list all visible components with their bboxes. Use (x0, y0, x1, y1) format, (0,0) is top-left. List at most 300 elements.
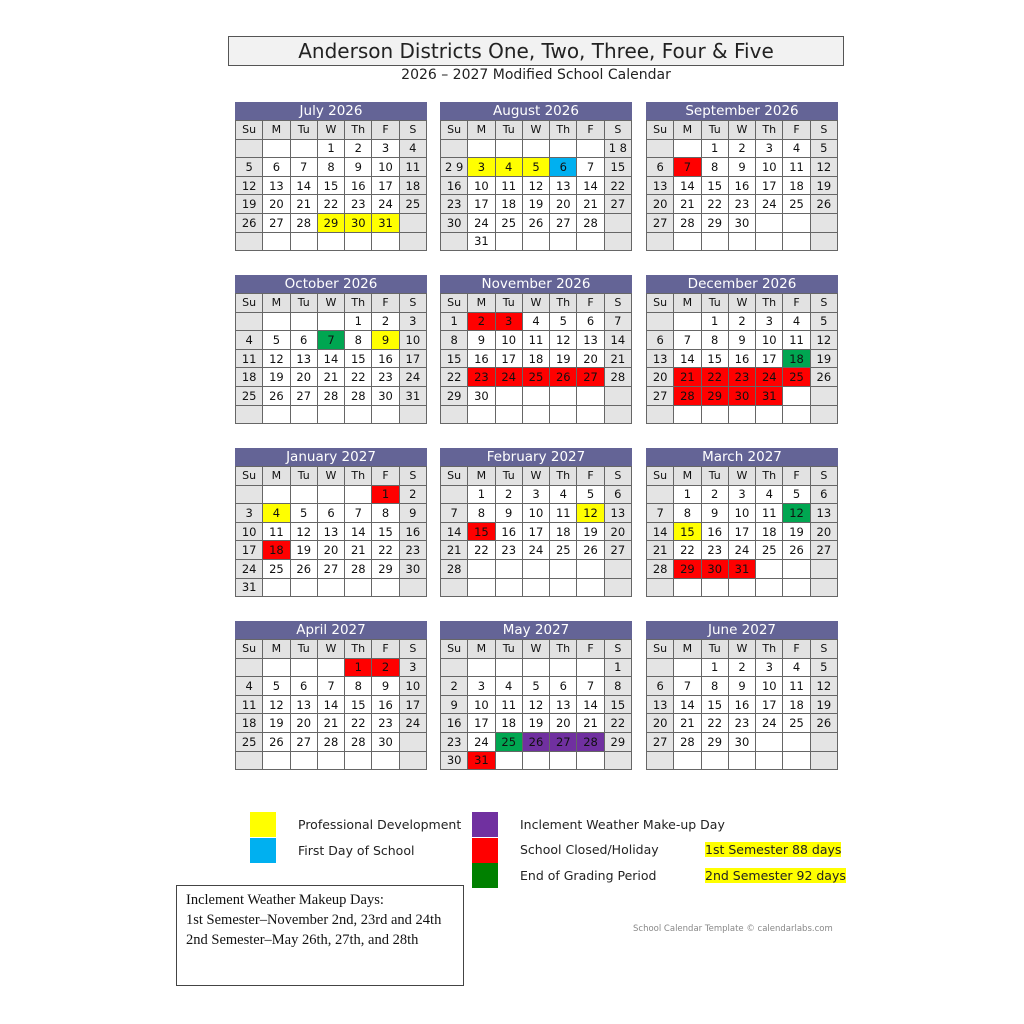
day-cell (550, 139, 577, 158)
day-cell: 9 (372, 331, 399, 350)
day-cell: 28 (674, 386, 701, 405)
weekday-header: S (399, 640, 426, 659)
day-cell (783, 559, 810, 578)
day-cell: 17 (468, 195, 495, 214)
weekday-header: F (372, 294, 399, 313)
day-cell: 14 (604, 331, 631, 350)
day-cell: 23 (345, 195, 372, 214)
weekday-header: F (577, 294, 604, 313)
legend-label-professional-development: Professional Development (298, 817, 462, 832)
day-cell (810, 732, 837, 751)
day-cell: 1 (441, 312, 468, 331)
weekday-header: Tu (495, 640, 522, 659)
day-cell (372, 751, 399, 770)
day-cell: 22 (317, 195, 344, 214)
day-cell: 4 (756, 485, 783, 504)
day-cell: 24 (399, 714, 426, 733)
day-cell: 30 (441, 213, 468, 232)
day-cell (495, 405, 522, 424)
page-title: Anderson Districts One, Two, Three, Four & Five (228, 36, 844, 66)
day-cell: 6 (604, 485, 631, 504)
day-cell: 28 (674, 213, 701, 232)
day-cell: 12 (290, 522, 317, 541)
day-cell (647, 232, 674, 251)
day-cell (674, 658, 701, 677)
day-cell: 4 (399, 139, 426, 158)
day-cell (441, 658, 468, 677)
month-calendar (235, 621, 427, 770)
day-cell (522, 559, 549, 578)
day-cell: 18 (783, 349, 810, 368)
day-cell: 2 (372, 658, 399, 677)
weekday-header: S (399, 467, 426, 486)
month-title: December 2026 (646, 275, 838, 293)
day-cell (810, 232, 837, 251)
day-cell: 8 (701, 677, 728, 696)
day-cell (674, 312, 701, 331)
day-cell: 8 (345, 677, 372, 696)
day-cell: 11 (236, 349, 263, 368)
weekday-header: M (263, 467, 290, 486)
day-cell (399, 232, 426, 251)
day-cell: 31 (468, 751, 495, 770)
day-cell: 28 (577, 732, 604, 751)
day-cell: 16 (399, 522, 426, 541)
day-cell: 7 (317, 677, 344, 696)
day-cell: 3 (236, 504, 263, 523)
day-cell: 21 (647, 541, 674, 560)
day-cell: 29 (701, 386, 728, 405)
day-cell: 13 (810, 504, 837, 523)
day-cell: 5 (810, 139, 837, 158)
weekday-header: F (783, 294, 810, 313)
day-cell (647, 139, 674, 158)
day-cell: 9 (399, 504, 426, 523)
day-cell: 15 (604, 158, 631, 177)
weekday-header: Tu (495, 294, 522, 313)
note-semester-2: 2nd Semester–May 26th, 27th, and 28th (186, 932, 419, 948)
day-cell (290, 312, 317, 331)
day-cell: 17 (728, 522, 755, 541)
day-cell (345, 485, 372, 504)
day-cell: 24 (236, 559, 263, 578)
day-cell (647, 312, 674, 331)
day-cell: 25 (236, 386, 263, 405)
day-cell (399, 732, 426, 751)
day-cell (756, 232, 783, 251)
day-cell (236, 405, 263, 424)
month-calendar (440, 448, 632, 597)
weekday-header: S (604, 640, 631, 659)
day-cell: 28 (647, 559, 674, 578)
day-cell: 26 (263, 732, 290, 751)
day-cell: 8 (372, 504, 399, 523)
day-cell: 29 (441, 386, 468, 405)
day-cell: 17 (756, 176, 783, 195)
month-calendar (235, 275, 427, 424)
day-cell: 12 (263, 695, 290, 714)
weekday-header: W (317, 121, 344, 140)
day-cell: 29 (372, 559, 399, 578)
day-cell: 24 (399, 368, 426, 387)
note-heading: Inclement Weather Makeup Days: (186, 892, 384, 908)
day-cell: 30 (345, 213, 372, 232)
weekday-header: W (522, 294, 549, 313)
weekday-header: Tu (290, 294, 317, 313)
day-cell: 21 (577, 195, 604, 214)
day-cell: 22 (372, 541, 399, 560)
day-cell: 10 (236, 522, 263, 541)
legend-swatch-professional-development (250, 812, 276, 837)
day-cell: 6 (647, 158, 674, 177)
day-cell: 16 (441, 714, 468, 733)
day-cell: 18 (236, 368, 263, 387)
semester-2-days: 2nd Semester 92 days (705, 868, 846, 883)
day-cell: 26 (810, 368, 837, 387)
day-cell (317, 751, 344, 770)
day-cell: 28 (345, 559, 372, 578)
month-calendar (646, 621, 838, 770)
day-cell: 30 (728, 386, 755, 405)
legend-swatch-school-closed (472, 838, 498, 863)
day-cell (647, 485, 674, 504)
day-cell: 13 (647, 349, 674, 368)
day-cell: 24 (468, 732, 495, 751)
day-cell (550, 578, 577, 597)
day-cell: 22 (701, 368, 728, 387)
day-cell: 18 (783, 695, 810, 714)
day-cell (604, 578, 631, 597)
day-cell: 22 (604, 176, 631, 195)
day-cell: 23 (701, 541, 728, 560)
day-cell: 16 (495, 522, 522, 541)
day-cell (290, 751, 317, 770)
day-cell: 7 (674, 158, 701, 177)
day-cell: 14 (441, 522, 468, 541)
weekday-header: M (674, 467, 701, 486)
day-cell: 18 (756, 522, 783, 541)
day-cell: 20 (810, 522, 837, 541)
day-cell (604, 405, 631, 424)
day-cell: 6 (263, 158, 290, 177)
day-cell (577, 386, 604, 405)
day-cell: 12 (522, 176, 549, 195)
day-cell: 8 (441, 331, 468, 350)
day-cell: 30 (468, 386, 495, 405)
day-cell: 10 (756, 677, 783, 696)
day-cell: 1 (345, 658, 372, 677)
day-cell: 31 (756, 386, 783, 405)
day-cell (783, 732, 810, 751)
day-cell: 30 (701, 559, 728, 578)
day-cell: 1 (701, 312, 728, 331)
day-cell (604, 232, 631, 251)
day-cell: 25 (495, 213, 522, 232)
note-semester-1: 1st Semester–November 2nd, 23rd and 24th (186, 912, 442, 928)
day-cell (468, 405, 495, 424)
month-title: September 2026 (646, 102, 838, 120)
day-cell: 27 (577, 368, 604, 387)
day-cell (441, 405, 468, 424)
day-cell: 16 (701, 522, 728, 541)
day-cell (468, 559, 495, 578)
day-cell: 1 (317, 139, 344, 158)
day-cell (290, 139, 317, 158)
day-cell: 22 (701, 195, 728, 214)
day-cell: 9 (728, 158, 755, 177)
day-cell (577, 139, 604, 158)
day-cell: 20 (647, 714, 674, 733)
day-cell: 11 (263, 522, 290, 541)
day-cell: 16 (345, 176, 372, 195)
legend-label-first-day: First Day of School (298, 843, 415, 858)
day-cell: 3 (468, 677, 495, 696)
day-cell: 25 (236, 732, 263, 751)
day-cell (550, 386, 577, 405)
day-cell: 18 (263, 541, 290, 560)
day-cell (604, 213, 631, 232)
day-cell: 9 (495, 504, 522, 523)
day-cell: 15 (441, 349, 468, 368)
day-cell: 19 (577, 522, 604, 541)
day-cell: 13 (647, 695, 674, 714)
day-cell (522, 405, 549, 424)
day-cell (577, 232, 604, 251)
day-cell (468, 139, 495, 158)
weekday-header: F (372, 121, 399, 140)
day-cell (522, 658, 549, 677)
day-cell: 31 (372, 213, 399, 232)
weekday-header: M (674, 640, 701, 659)
weekday-header: Th (550, 640, 577, 659)
day-cell (236, 232, 263, 251)
day-cell: 11 (783, 331, 810, 350)
template-credit: School Calendar Template © calendarlabs.com (633, 924, 833, 934)
day-cell: 1 8 (604, 139, 631, 158)
day-cell: 23 (372, 714, 399, 733)
day-cell: 24 (522, 541, 549, 560)
day-cell: 3 (728, 485, 755, 504)
day-cell: 20 (317, 541, 344, 560)
day-cell: 26 (290, 559, 317, 578)
weekday-header: W (317, 467, 344, 486)
weekday-header: Tu (701, 640, 728, 659)
day-cell: 25 (399, 195, 426, 214)
day-cell: 3 (756, 658, 783, 677)
day-cell: 28 (345, 732, 372, 751)
day-cell: 13 (604, 504, 631, 523)
day-cell: 13 (550, 176, 577, 195)
weekday-header: W (728, 294, 755, 313)
day-cell (577, 405, 604, 424)
day-cell (495, 232, 522, 251)
day-cell: 7 (317, 331, 344, 350)
day-cell (701, 232, 728, 251)
weekday-header: M (674, 294, 701, 313)
day-cell (647, 578, 674, 597)
day-cell: 2 (728, 658, 755, 677)
day-cell (495, 386, 522, 405)
weekday-header: Th (756, 640, 783, 659)
day-cell: 8 (701, 331, 728, 350)
day-cell: 5 (290, 504, 317, 523)
day-cell: 19 (550, 349, 577, 368)
day-cell: 15 (372, 522, 399, 541)
day-cell: 27 (290, 386, 317, 405)
day-cell: 14 (674, 176, 701, 195)
day-cell: 7 (577, 158, 604, 177)
weekday-header: Tu (290, 467, 317, 486)
weekday-header: F (783, 467, 810, 486)
day-cell: 16 (728, 695, 755, 714)
weekday-header: M (468, 640, 495, 659)
weekday-header: W (522, 467, 549, 486)
day-cell (647, 751, 674, 770)
day-cell: 18 (522, 349, 549, 368)
day-cell: 28 (674, 732, 701, 751)
day-cell (674, 578, 701, 597)
day-cell: 26 (236, 213, 263, 232)
day-cell: 5 (522, 677, 549, 696)
page-subtitle: 2026 – 2027 Modified School Calendar (401, 67, 671, 83)
weekday-header: Su (647, 294, 674, 313)
day-cell: 28 (441, 559, 468, 578)
day-cell (810, 386, 837, 405)
day-cell: 25 (550, 541, 577, 560)
day-cell (495, 559, 522, 578)
day-cell: 3 (522, 485, 549, 504)
day-cell: 19 (236, 195, 263, 214)
day-cell (263, 751, 290, 770)
day-cell: 31 (468, 232, 495, 251)
day-cell (810, 559, 837, 578)
day-cell: 26 (263, 386, 290, 405)
day-cell: 27 (550, 213, 577, 232)
day-cell (236, 658, 263, 677)
day-cell: 11 (756, 504, 783, 523)
day-cell: 27 (550, 732, 577, 751)
weekday-header: Tu (495, 467, 522, 486)
day-cell: 17 (756, 695, 783, 714)
day-cell: 18 (236, 714, 263, 733)
day-cell (756, 405, 783, 424)
day-cell: 19 (290, 541, 317, 560)
day-cell: 8 (317, 158, 344, 177)
legend-swatch-grading-period (472, 863, 498, 888)
month-calendar (440, 102, 632, 251)
day-cell: 10 (522, 504, 549, 523)
day-cell: 10 (372, 158, 399, 177)
day-cell: 7 (604, 312, 631, 331)
month-title: October 2026 (235, 275, 427, 293)
day-cell: 1 (604, 658, 631, 677)
day-cell (345, 578, 372, 597)
day-cell: 10 (756, 158, 783, 177)
day-cell: 4 (550, 485, 577, 504)
legend-swatch-makeup-day (472, 812, 498, 837)
day-cell (783, 405, 810, 424)
day-cell: 9 (468, 331, 495, 350)
day-cell: 7 (674, 331, 701, 350)
day-cell (236, 485, 263, 504)
day-cell: 6 (647, 331, 674, 350)
day-cell: 23 (728, 195, 755, 214)
legend-swatch-first-day (250, 838, 276, 863)
day-cell: 2 (372, 312, 399, 331)
day-cell: 5 (263, 677, 290, 696)
day-cell: 17 (372, 176, 399, 195)
day-cell: 10 (399, 331, 426, 350)
day-cell: 28 (345, 386, 372, 405)
day-cell: 5 (810, 312, 837, 331)
day-cell: 27 (647, 213, 674, 232)
day-cell: 2 (468, 312, 495, 331)
weekday-header: S (810, 640, 837, 659)
day-cell: 30 (441, 751, 468, 770)
day-cell: 18 (550, 522, 577, 541)
day-cell (345, 232, 372, 251)
month-title: July 2026 (235, 102, 427, 120)
day-cell: 27 (290, 732, 317, 751)
day-cell (495, 658, 522, 677)
month-title: February 2027 (440, 448, 632, 466)
day-cell: 9 (372, 677, 399, 696)
day-cell: 4 (522, 312, 549, 331)
day-cell: 23 (441, 732, 468, 751)
day-cell: 12 (236, 176, 263, 195)
day-cell: 25 (756, 541, 783, 560)
weekday-header: S (810, 467, 837, 486)
weekday-header: Th (345, 467, 372, 486)
weekday-header: Su (236, 640, 263, 659)
weekday-header: F (577, 121, 604, 140)
day-cell: 26 (522, 213, 549, 232)
day-cell: 22 (345, 368, 372, 387)
day-cell (728, 232, 755, 251)
day-cell (263, 232, 290, 251)
day-cell: 19 (263, 368, 290, 387)
day-cell: 21 (317, 714, 344, 733)
day-cell: 17 (236, 541, 263, 560)
day-cell (236, 751, 263, 770)
day-cell: 31 (236, 578, 263, 597)
day-cell (783, 213, 810, 232)
weekday-header: W (728, 640, 755, 659)
day-cell (550, 232, 577, 251)
day-cell: 13 (317, 522, 344, 541)
day-cell: 27 (317, 559, 344, 578)
day-cell: 13 (550, 695, 577, 714)
day-cell: 23 (372, 368, 399, 387)
weekday-header: Tu (290, 640, 317, 659)
day-cell: 19 (783, 522, 810, 541)
day-cell (604, 559, 631, 578)
day-cell: 28 (290, 213, 317, 232)
day-cell (372, 232, 399, 251)
weekday-header: M (468, 294, 495, 313)
day-cell: 20 (263, 195, 290, 214)
day-cell (345, 405, 372, 424)
weekday-header: Tu (701, 121, 728, 140)
day-cell: 28 (317, 732, 344, 751)
weekday-header: M (263, 640, 290, 659)
day-cell: 14 (345, 522, 372, 541)
day-cell (263, 658, 290, 677)
weekday-header: S (810, 294, 837, 313)
day-cell: 17 (756, 349, 783, 368)
weekday-header: M (468, 121, 495, 140)
day-cell: 15 (604, 695, 631, 714)
